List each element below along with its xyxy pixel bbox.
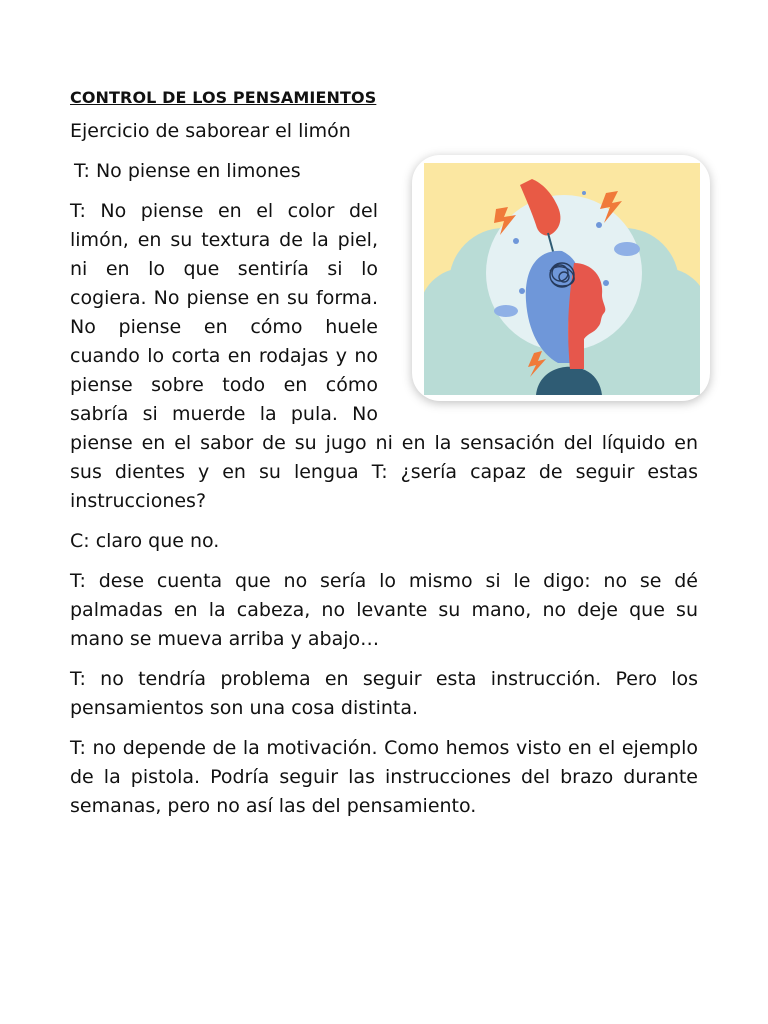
paragraph-1: Ejercicio de saborear el limón xyxy=(70,120,351,142)
head-thoughts-illustration-icon xyxy=(424,163,700,395)
paragraph-3: T: No piense en el color del limón, en su textura de la piel, ni en lo que sentiría si lo cogiera. No piense en su forma. No piense en cómo huele cuando lo corta en rodajas y no piense sobre todo en cómo sabría si muerde la pula. No piense en el sabor de su jugo ni en la sensación del líquido en sus dientes y en su lengua T: ¿sería capaz de seguir estas instrucciones? xyxy=(70,200,698,512)
illustration xyxy=(404,147,716,409)
illustration-card xyxy=(412,155,710,401)
document-title: CONTROL DE LOS PENSAMIENTOS xyxy=(70,88,377,107)
paragraph-4: C: claro que no. xyxy=(70,530,220,552)
paragraph-6: T: no tendría problema en seguir esta instrucción. Pero los pensamientos son una cosa distinta. xyxy=(70,668,698,719)
paragraph-7: T: no depende de la motivación. Como hemos visto en el ejemplo de la pistola. Podría seguir las instrucciones del brazo durante semanas, pero no así las del pensamiento. xyxy=(70,737,698,817)
paragraph-5: T: dese cuenta que no sería lo mismo si le digo: no se dé palmadas en la cabeza, no levante su mano, no deje que su mano se mueva arriba y abajo… xyxy=(70,570,698,650)
document-page xyxy=(70,88,698,832)
paragraph-2: T: No piense en limones xyxy=(74,160,301,182)
